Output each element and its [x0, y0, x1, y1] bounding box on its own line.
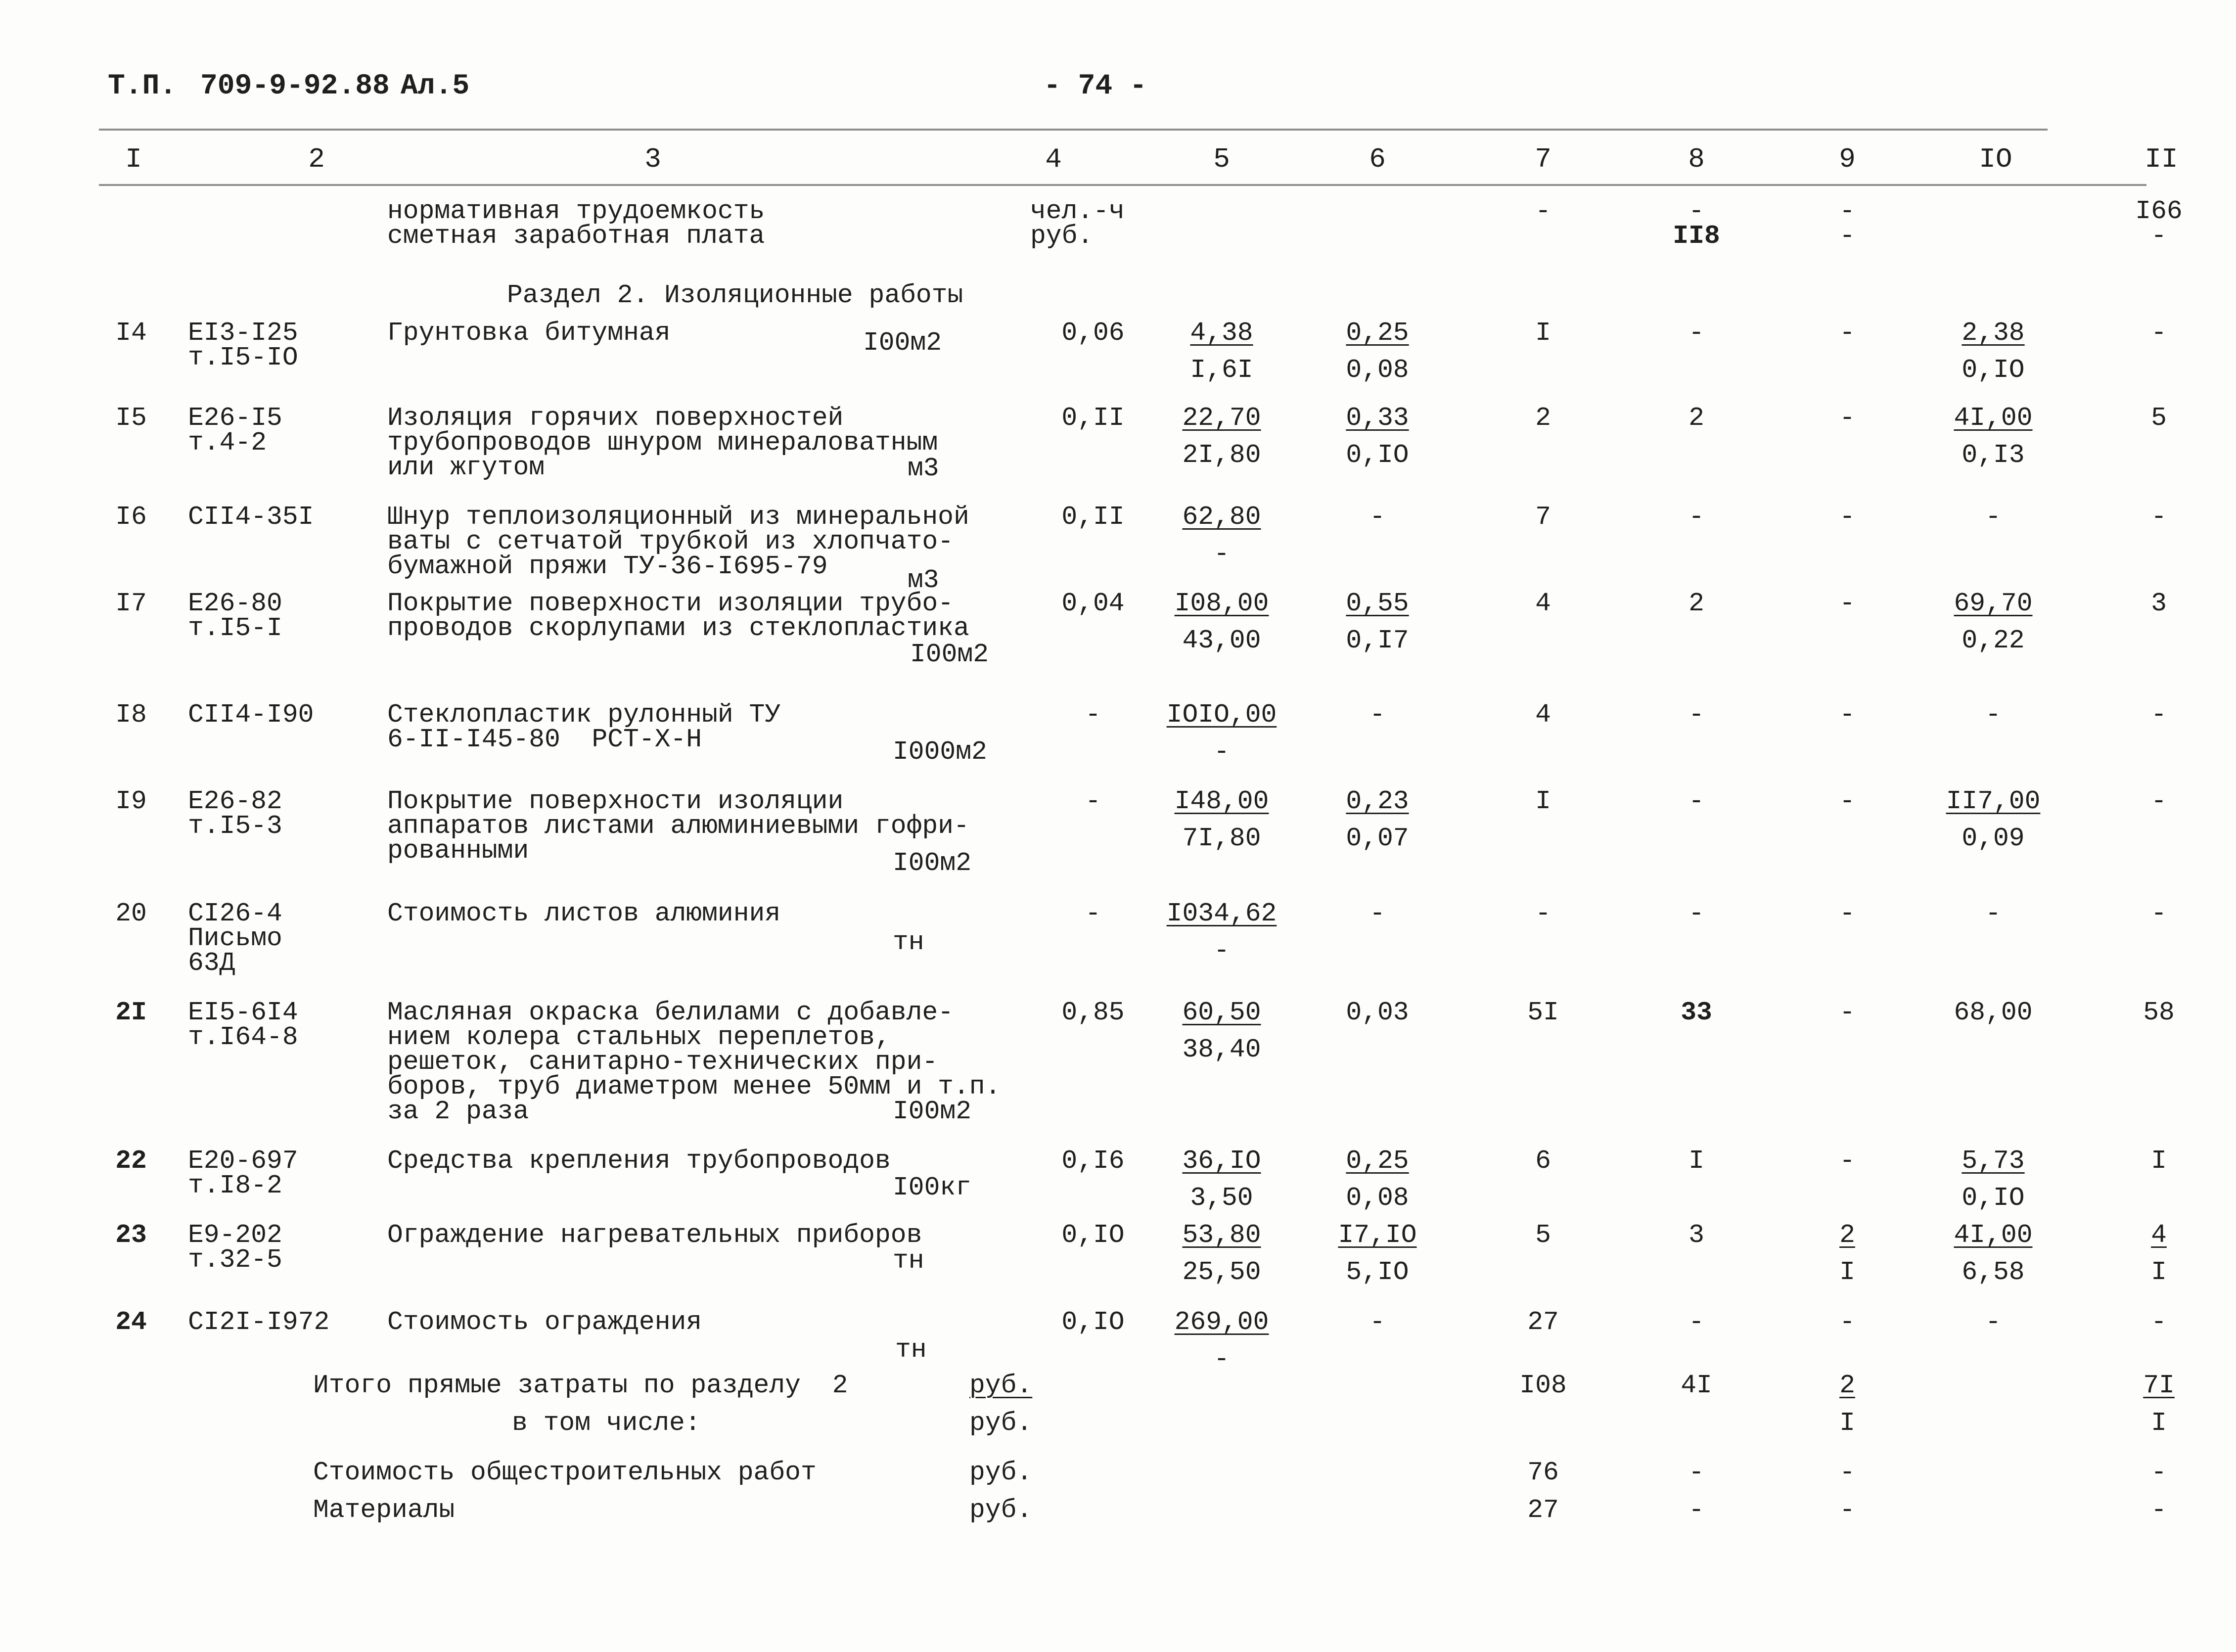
row-number: I6	[115, 502, 147, 532]
column-header-10: IO	[1979, 143, 2012, 175]
carry-over-line: сметная заработная плата	[387, 221, 765, 251]
rate-code: E26-82	[188, 786, 282, 816]
value-c5: 3,50	[1190, 1183, 1253, 1213]
value-c5: 60,50	[1182, 998, 1261, 1027]
total-label: Итого прямые затраты по разделу 2	[313, 1371, 848, 1400]
rate-code: т.I5-3	[188, 811, 282, 841]
value-c6: 0,08	[1346, 1183, 1409, 1213]
value-c10: 2,38	[1962, 318, 2025, 348]
quantity: 0,II	[1061, 502, 1125, 532]
rate-code: EI5-6I4	[188, 998, 298, 1027]
total-c11: 7I	[2143, 1371, 2175, 1400]
value-c9: -	[1839, 786, 1855, 816]
total-c9: 2	[1839, 1371, 1855, 1400]
rate-code: E26-I5	[188, 403, 282, 433]
value-c11: -	[2151, 786, 2167, 816]
rate-code: CII4-35I	[188, 502, 314, 532]
value-c9: 2	[1839, 1220, 1855, 1250]
value-c5: -	[1214, 1344, 1230, 1374]
work-description: Масляная окраска белилами с добавле-	[387, 998, 954, 1027]
work-description: рованными	[387, 836, 529, 866]
value-c6: I7,IO	[1338, 1220, 1417, 1250]
value-c10: II7,00	[1946, 786, 2041, 816]
total-c8: -	[1688, 1458, 1704, 1487]
value-c10: -	[1985, 1307, 2001, 1337]
carry-over-c8: -	[1688, 196, 1704, 226]
rate-code: Письмо	[188, 923, 282, 953]
value-c6: 0,23	[1346, 786, 1409, 816]
value-c10: -	[1985, 899, 2001, 928]
work-description: трубопроводов шнуром минераловатным	[387, 428, 938, 458]
value-c7: 5I	[1527, 998, 1559, 1027]
quantity: -	[1085, 899, 1101, 928]
total-c11: -	[2151, 1495, 2167, 1525]
column-header-9: 9	[1839, 143, 1856, 175]
value-c9: -	[1839, 1146, 1855, 1176]
value-c6: 0,55	[1346, 589, 1409, 618]
doc-code: 709-9-92.88	[200, 70, 390, 102]
value-c7: 5	[1535, 1220, 1551, 1250]
value-c8: -	[1688, 502, 1704, 532]
work-description: Ограждение нагревательных приборов	[387, 1220, 922, 1250]
unit-of-measure: I00м2	[893, 1097, 972, 1126]
value-c10: 4I,00	[1954, 403, 2033, 433]
unit-of-measure: тн	[893, 927, 924, 957]
total-unit: руб.	[969, 1371, 1033, 1400]
value-c9: -	[1839, 700, 1855, 730]
row-number: I4	[115, 318, 147, 348]
value-c8: -	[1688, 318, 1704, 348]
quantity: -	[1085, 786, 1101, 816]
value-c11: -	[2151, 700, 2167, 730]
value-c8: -	[1688, 899, 1704, 928]
rate-code: CII4-I90	[188, 700, 314, 730]
rate-code: CI2I-I972	[188, 1307, 330, 1337]
value-c5: 36,IO	[1182, 1146, 1261, 1176]
value-c10: 0,22	[1962, 626, 2025, 655]
value-c8: I	[1688, 1146, 1704, 1176]
total-unit: руб.	[969, 1458, 1033, 1487]
value-c5: 2I,80	[1182, 440, 1261, 470]
work-description: за 2 раза	[387, 1097, 529, 1126]
value-c9: -	[1839, 899, 1855, 928]
row-number: 22	[115, 1146, 147, 1176]
quantity: 0,II	[1061, 403, 1125, 433]
value-c7: I	[1535, 786, 1551, 816]
value-c10: 5,73	[1962, 1146, 2025, 1176]
row-number: I7	[115, 589, 147, 618]
work-description: 6-II-I45-80 РСТ-Х-Н	[387, 725, 702, 754]
carry-over-c7: -	[1535, 196, 1551, 226]
value-c10: -	[1985, 700, 2001, 730]
value-c10: 0,09	[1962, 824, 2025, 853]
total-label: Материалы	[313, 1495, 455, 1525]
value-c9: -	[1839, 998, 1855, 1027]
value-c7: 27	[1527, 1307, 1559, 1337]
column-header-11: II	[2145, 143, 2178, 175]
page-number: - 74 -	[1044, 70, 1147, 102]
work-description: или жгутом	[387, 453, 545, 482]
value-c10: 0,IO	[1962, 355, 2025, 385]
header-top-rule	[99, 129, 2048, 131]
value-c6: 0,08	[1346, 355, 1409, 385]
column-header-6: 6	[1369, 143, 1386, 175]
work-description: Средства крепления трубопроводов	[387, 1146, 891, 1176]
column-header-5: 5	[1213, 143, 1230, 175]
unit-of-measure: I00м2	[863, 328, 942, 358]
value-c10: 4I,00	[1954, 1220, 2033, 1250]
work-description: аппаратов листами алюминиевыми гофри-	[387, 811, 969, 841]
value-c11: -	[2151, 318, 2167, 348]
work-description: проводов скорлупами из стеклопластика	[387, 613, 969, 643]
value-c8: -	[1688, 700, 1704, 730]
value-c5: IOIO,00	[1166, 700, 1277, 730]
value-c7: I	[1535, 318, 1551, 348]
value-c8: -	[1688, 1307, 1704, 1337]
rate-code: CI26-4	[188, 899, 282, 928]
work-description: Стеклопластик рулонный ТУ	[387, 700, 781, 730]
value-c9: -	[1839, 1307, 1855, 1337]
carry-over-c9: -	[1839, 221, 1855, 251]
rate-code: т.I8-2	[188, 1171, 282, 1200]
total-c8: -	[1688, 1495, 1704, 1525]
work-description: Стоимость листов алюминия	[387, 899, 781, 928]
value-c11: I	[2151, 1257, 2167, 1287]
value-c5: I48,00	[1174, 786, 1269, 816]
value-c11: 3	[2151, 589, 2167, 618]
rate-code: E9-202	[188, 1220, 282, 1250]
unit-of-measure: I00м2	[893, 848, 972, 878]
value-c11: I	[2151, 1146, 2167, 1176]
value-c8: 2	[1688, 403, 1704, 433]
value-c5: 25,50	[1182, 1257, 1261, 1287]
row-number: 24	[115, 1307, 147, 1337]
quantity: 0,85	[1061, 998, 1125, 1027]
value-c9: I	[1839, 1257, 1855, 1287]
unit-of-measure: I000м2	[893, 737, 987, 767]
value-c6: 0,33	[1346, 403, 1409, 433]
value-c6: 0,07	[1346, 824, 1409, 853]
unit-of-measure: м3	[908, 454, 939, 483]
value-c11: 5	[2151, 403, 2167, 433]
carry-over-c9: -	[1839, 196, 1855, 226]
work-description: Шнур теплоизоляционный из минеральной	[387, 502, 969, 532]
total-label: в том числе:	[512, 1408, 701, 1438]
value-c5: I034,62	[1166, 899, 1277, 928]
work-description: бумажной пряжи ТУ-36-I695-79	[387, 551, 828, 581]
rate-code: E20-697	[188, 1146, 298, 1176]
value-c8: 2	[1688, 589, 1704, 618]
value-c9: -	[1839, 318, 1855, 348]
rate-code: 63Д	[188, 948, 235, 978]
value-c10: 69,70	[1954, 589, 2033, 618]
quantity: 0,06	[1061, 318, 1125, 348]
value-c6: 5,IO	[1346, 1257, 1409, 1287]
unit-of-measure: I00м2	[910, 640, 989, 669]
column-header-1: I	[125, 143, 142, 175]
quantity: 0,IO	[1061, 1307, 1125, 1337]
section-title: Раздел 2. Изоляционные работы	[507, 280, 963, 310]
value-c6: 0,25	[1346, 318, 1409, 348]
work-description: ваты с сетчатой трубкой из хлопчато-	[387, 527, 954, 556]
work-description: Покрытие поверхности изоляции трубо-	[387, 589, 954, 618]
work-description: Стоимость ограждения	[387, 1307, 702, 1337]
rate-code: т.I64-8	[188, 1022, 298, 1052]
row-number: I9	[115, 786, 147, 816]
value-c7: 4	[1535, 700, 1551, 730]
row-number: 20	[115, 899, 147, 928]
column-header-3: 3	[644, 143, 661, 175]
quantity: -	[1085, 700, 1101, 730]
value-c5: 53,80	[1182, 1220, 1261, 1250]
work-description: Покрытие поверхности изоляции	[387, 786, 844, 816]
value-c5: 22,70	[1182, 403, 1261, 433]
carry-over-c8: II8	[1673, 221, 1720, 251]
rate-code: т.4-2	[188, 428, 267, 458]
total-unit: руб.	[969, 1495, 1033, 1525]
value-c10: 6,58	[1962, 1257, 2025, 1287]
value-c5: 62,80	[1182, 502, 1261, 532]
value-c5: 43,00	[1182, 626, 1261, 655]
rate-code: т.I5-I	[188, 613, 282, 643]
value-c9: -	[1839, 502, 1855, 532]
carry-over-c11: I66	[2135, 196, 2183, 226]
row-number: I8	[115, 700, 147, 730]
work-description: Грунтовка битумная	[387, 318, 671, 348]
total-c11: -	[2151, 1458, 2167, 1487]
rate-code: E26-80	[188, 589, 282, 618]
unit-of-measure: I00кг	[893, 1173, 972, 1202]
value-c11: 58	[2143, 998, 2175, 1027]
value-c7: 4	[1535, 589, 1551, 618]
total-c8: 4I	[1681, 1371, 1712, 1400]
value-c10: 0,I3	[1962, 440, 2025, 470]
total-c9: -	[1839, 1458, 1855, 1487]
value-c7: 2	[1535, 403, 1551, 433]
quantity: 0,04	[1061, 589, 1125, 618]
total-c7: 27	[1527, 1495, 1559, 1525]
total-unit: руб.	[969, 1408, 1033, 1438]
value-c11: 4	[2151, 1220, 2167, 1250]
value-c8: 3	[1688, 1220, 1704, 1250]
value-c7: 7	[1535, 502, 1551, 532]
value-c8: 33	[1681, 998, 1712, 1027]
value-c7: 6	[1535, 1146, 1551, 1176]
total-c11: I	[2151, 1408, 2167, 1438]
value-c7: -	[1535, 899, 1551, 928]
value-c8: -	[1688, 786, 1704, 816]
carry-over-unit: руб.	[1030, 221, 1094, 251]
column-header-4: 4	[1045, 143, 1062, 175]
album-label: Ал.5	[401, 70, 470, 102]
rate-code: EI3-I25	[188, 318, 298, 348]
row-number: 2I	[115, 998, 147, 1027]
unit-of-measure: м3	[908, 565, 939, 595]
column-header-7: 7	[1535, 143, 1552, 175]
value-c5: -	[1214, 936, 1230, 965]
quantity: 0,I6	[1061, 1146, 1125, 1176]
value-c6: -	[1369, 1307, 1385, 1337]
unit-of-measure: тн	[893, 1246, 924, 1276]
carry-over-c11: -	[2151, 221, 2167, 251]
value-c10: 0,IO	[1962, 1183, 2025, 1213]
value-c6: -	[1369, 700, 1385, 730]
value-c10: 68,00	[1954, 998, 2033, 1027]
doc-prefix: Т.П.	[108, 70, 177, 102]
row-number: 23	[115, 1220, 147, 1250]
carry-over-unit: чел.-ч	[1030, 196, 1125, 226]
column-header-2: 2	[308, 143, 325, 175]
total-c7: 76	[1527, 1458, 1559, 1487]
total-c7: I08	[1519, 1371, 1567, 1400]
value-c9: -	[1839, 589, 1855, 618]
value-c6: 0,I7	[1346, 626, 1409, 655]
quantity: 0,IO	[1061, 1220, 1125, 1250]
value-c5: 38,40	[1182, 1035, 1261, 1064]
value-c6: -	[1369, 899, 1385, 928]
work-description: боров, труб диаметром менее 50мм и т.п.	[387, 1072, 1001, 1101]
carry-over-line: нормативная трудоемкость	[387, 196, 765, 226]
value-c6: 0,IO	[1346, 440, 1409, 470]
value-c5: 4,38	[1190, 318, 1253, 348]
value-c5: -	[1214, 737, 1230, 767]
value-c9: -	[1839, 403, 1855, 433]
value-c5: I,6I	[1190, 355, 1253, 385]
column-header-8: 8	[1688, 143, 1705, 175]
value-c6: 0,03	[1346, 998, 1409, 1027]
total-c9: I	[1839, 1408, 1855, 1438]
value-c11: -	[2151, 1307, 2167, 1337]
work-description: решеток, санитарно-технических при-	[387, 1047, 938, 1077]
value-c5: -	[1214, 539, 1230, 569]
value-c11: -	[2151, 502, 2167, 532]
work-description: нием колера стальных переплетов,	[387, 1022, 891, 1052]
rate-code: т.32-5	[188, 1245, 282, 1275]
total-c9: -	[1839, 1495, 1855, 1525]
header-bottom-rule	[99, 184, 2146, 186]
value-c6: -	[1369, 502, 1385, 532]
total-label: Стоимость общестроительных работ	[313, 1458, 817, 1487]
rate-code: т.I5-IO	[188, 343, 298, 372]
row-number: I5	[115, 403, 147, 433]
value-c5: I08,00	[1174, 589, 1269, 618]
unit-of-measure: тн	[895, 1335, 927, 1365]
value-c5: 269,00	[1174, 1307, 1269, 1337]
value-c6: 0,25	[1346, 1146, 1409, 1176]
value-c11: -	[2151, 899, 2167, 928]
value-c5: 7I,80	[1182, 824, 1261, 853]
value-c10: -	[1985, 502, 2001, 532]
work-description: Изоляция горячих поверхностей	[387, 403, 844, 433]
